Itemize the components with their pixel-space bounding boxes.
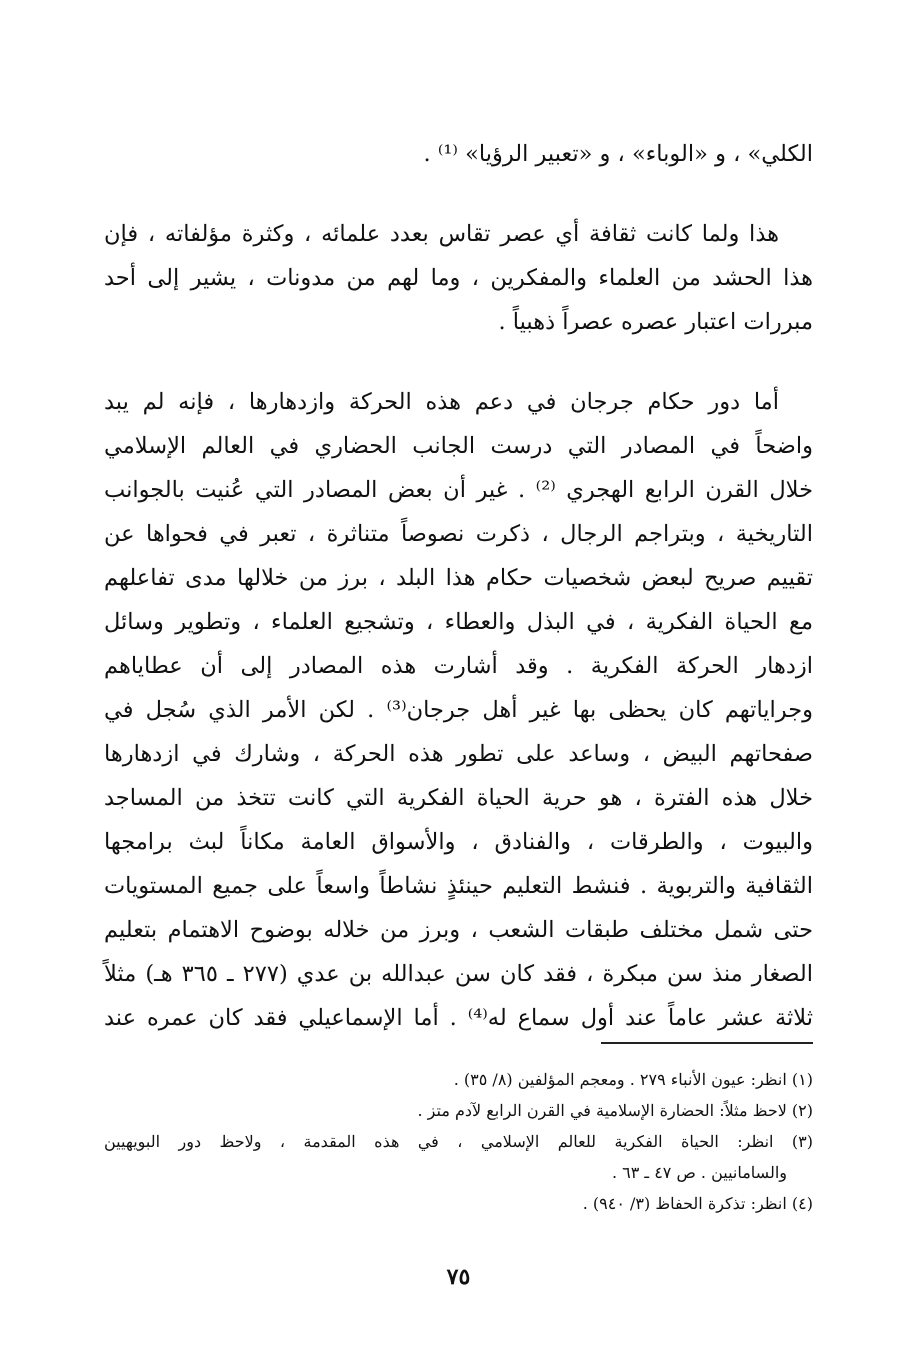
footnotes	[104, 1064, 813, 1219]
footnote-4: (٤) انظر: تذكرة الحفاظ (٣/ ٩٤٠) .	[582, 1194, 813, 1213]
footnote-3: (٣) انظر: الحياة الفكرية للعالم الإسلامي ، في هذه المقدمة ، ولاحظ دور البويهيين	[104, 1132, 813, 1151]
paragraph-3	[104, 380, 813, 1040]
footnote-2: (٢) لاحظ مثلاً: الحضارة الإسلامية في القرن الرابع لآدم متز .	[417, 1101, 813, 1120]
text-line: أما دور حكام جرجان في دعم هذه الحركة وازدهارها ، فإنه لم يبد	[104, 389, 779, 415]
text-line: الصغار منذ سن مبكرة ، فقد كان سن عبدالله بن عدي (٢٧٧ ـ ٣٦٥ هـ) مثلاً	[104, 961, 813, 987]
text-line: خلال هذه الفترة ، هو حرية الحياة الفكرية التي كانت تتخذ من المساجد	[104, 785, 813, 811]
text-line: هذا الحشد من العلماء والمفكرين ، وما لهم من مدونات ، يشير إلى أحد	[104, 265, 813, 291]
text-line: حتى شمل مختلف طبقات الشعب ، وبرز من خلاله بوضوح الاهتمام بتعليم	[104, 917, 813, 943]
text-line: خلال القرن الرابع الهجري ⁽²⁾ . غير أن بعض المصادر التي عُنيت بالجوانب	[104, 477, 814, 503]
text-line: والبيوت ، والطرقات ، والفنادق ، والأسواق العامة مكاناً لبث برامجها	[104, 829, 813, 855]
text-line: هذا ولما كانت ثقافة أي عصر تقاس بعدد علمائه ، وكثرة مؤلفاته ، فإن	[104, 221, 779, 247]
text-line: التاريخية ، وبتراجم الرجال ، ذكرت نصوصاً متناثرة ، تعبر في فحواها عن	[104, 521, 813, 547]
text-line: تقييم صريح لبعض شخصيات حكام هذا البلد ، برز من خلالها مدى تفاعلهم	[104, 565, 813, 591]
footnote-1: (١) انظر: عيون الأنباء ٢٧٩ . ومعجم المؤلفين (٨/ ٣٥) .	[453, 1070, 813, 1089]
text-line: واضحاً في المصادر التي درست الجانب الحضاري في العالم الإسلامي	[104, 433, 813, 459]
footnote-separator	[601, 1042, 813, 1044]
text-line: الكلي» ، و «الوباء» ، و «تعبير الرؤيا» ⁽¹⁾ .	[423, 141, 813, 167]
paragraph-gap	[104, 176, 813, 212]
paragraph-2	[104, 212, 813, 344]
text-line: الثقافية والتربوية . فنشط التعليم حينئذٍ نشاطاً واسعاً على جميع المستويات	[104, 873, 813, 899]
page-number: ٧٥	[446, 1264, 471, 1290]
text-line: مع الحياة الفكرية ، في البذل والعطاء ، وتشجيع العلماء ، وتطوير وسائل	[104, 609, 813, 635]
text-line: ازدهار الحركة الفكرية . وقد أشارت هذه المصادر إلى أن عطاياهم	[104, 653, 813, 679]
main-text	[104, 132, 813, 1040]
paragraph-1	[104, 132, 813, 176]
text-line: وجراياتهم كان يحظى بها غير أهل جرجان⁽³⁾ . لكن الأمر الذي سُجل في	[104, 697, 813, 723]
footnote-3-continuation: والسامانيين . ص ٤٧ ـ ٦٣ .	[611, 1163, 787, 1182]
text-line: ثلاثة عشر عاماً عند أول سماع له⁽⁴⁾ . أما الإسماعيلي فقد كان عمره عند	[104, 1005, 813, 1031]
text-line: صفحاتهم البيض ، وساعد على تطور هذه الحركة ، وشارك في ازدهارها	[104, 741, 813, 767]
paragraph-gap	[104, 344, 813, 380]
text-line: مبررات اعتبار عصره عصراً ذهبياً .	[498, 309, 813, 335]
